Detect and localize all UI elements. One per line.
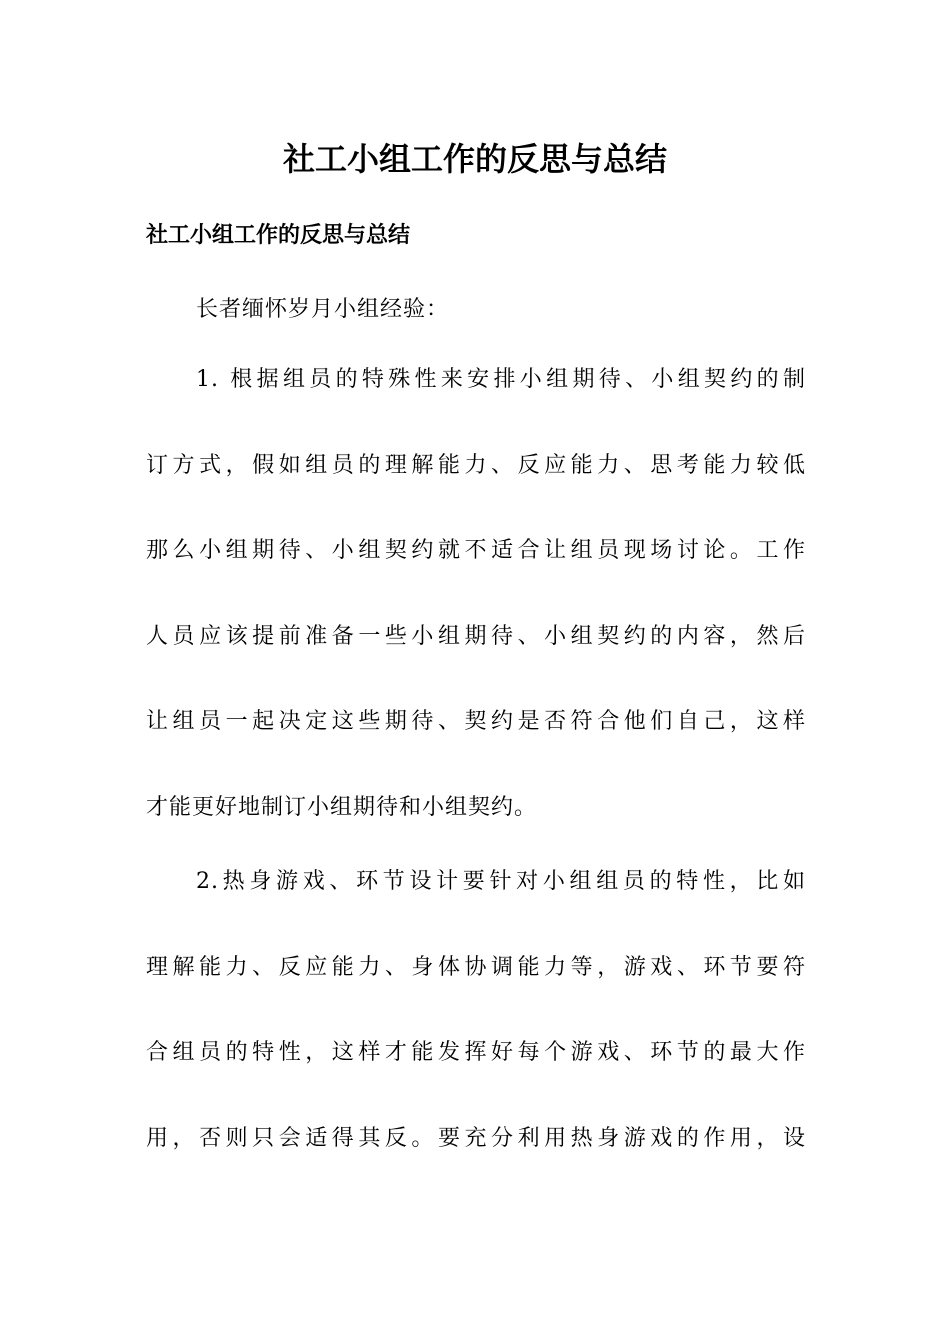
paragraph-line: 才能更好地制订小组期待和小组契约。 [146, 795, 538, 820]
paragraph-line: 让组员一起决定这些期待、契约是否符合他们自己，这样 [146, 709, 806, 734]
intro-line: 长者缅怀岁月小组经验： [196, 297, 450, 322]
section-heading: 社工小组工作的反思与总结 [146, 223, 411, 248]
paragraph-line: 用，否则只会适得其反。要充分利用热身游戏的作用，设 [146, 1126, 806, 1151]
paragraph-line: 1. 根据组员的特殊性来安排小组期待、小组契约的制 [196, 367, 806, 392]
paragraph-line: 订方式，假如组员的理解能力、反应能力、思考能力较低 [146, 453, 806, 478]
document-title: 社工小组工作的反思与总结 [282, 140, 667, 178]
paragraph-line: 2.热身游戏、环节设计要针对小组组员的特性，比如 [196, 869, 806, 894]
paragraph-line: 合组员的特性，这样才能发挥好每个游戏、环节的最大作 [146, 1040, 806, 1065]
paragraph-line: 那么小组期待、小组契约就不适合让组员现场讨论。工作 [146, 538, 806, 563]
paragraph-line: 人员应该提前准备一些小组期待、小组契约的内容，然后 [146, 624, 806, 649]
paragraph-line: 理解能力、反应能力、身体协调能力等，游戏、环节要符 [146, 955, 806, 980]
